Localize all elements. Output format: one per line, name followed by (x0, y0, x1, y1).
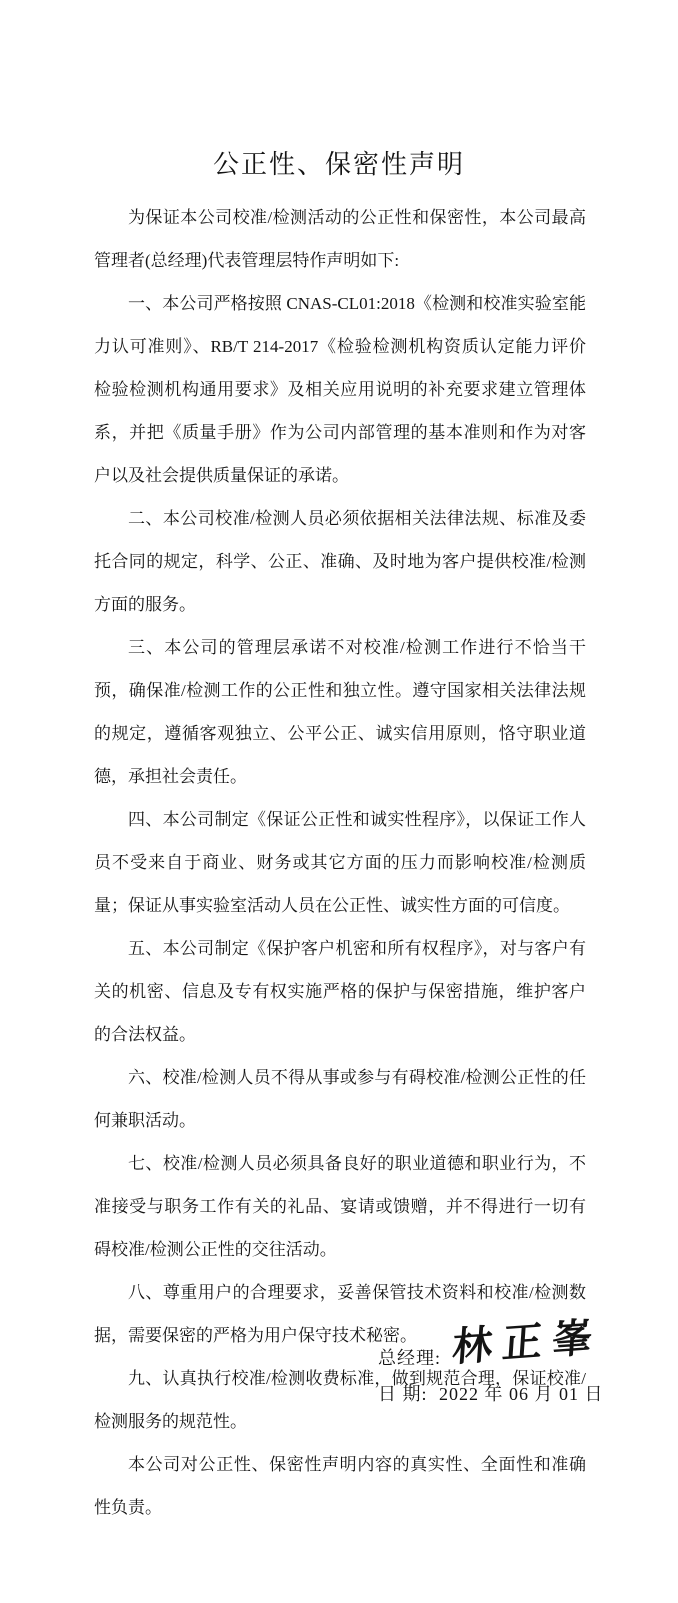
signature-row (378, 1314, 604, 1371)
date-label: 日 期: (378, 1384, 428, 1404)
paragraph-item-1: 一、本公司严格按照 CNAS-CL01:2018《检测和校准实验室能力认可准则》、RB/T 214-2017《检验检测机构资质认定能力评价 检验检测机构通用要求》及相关应用说明的补充要求建立管理体系，并把《质量手册》作为公司内部管理的基本准则和作为对客户以及社会提供质量保证的承诺。 (94, 294, 586, 485)
signatory-role-label: 总经理: (378, 1348, 442, 1368)
paragraph-item-7: 七、校准/检测人员必须具备良好的职业道德和职业行为，不准接受与职务工作有关的礼品、宴请或馈赠，并不得进行一切有碍校准/检测公正性的交往活动。 (94, 1154, 586, 1259)
paragraph-intro: 为保证本公司校准/检测活动的公正性和保密性，本公司最高管理者(总经理)代表管理层特作声明如下: (94, 208, 586, 270)
paragraph-item-2: 二、本公司校准/检测人员必须依据相关法律法规、标准及委托合同的规定，科学、公正、准确、及时地为客户提供校准/检测方面的服务。 (94, 509, 586, 614)
paragraph-item-6: 六、校准/检测人员不得从事或参与有碍校准/检测公正性的任何兼职活动。 (94, 1068, 586, 1130)
paragraph-item-3: 三、本公司的管理层承诺不对校准/检测工作进行不恰当干预，确保准/检测工作的公正性和独立性。遵守国家相关法律法规的规定，遵循客观独立、公平公正、诚实信用原则，恪守职业道德，承担社会责任。 (94, 638, 586, 786)
signature-block (378, 1314, 604, 1406)
document-title: 公正性、保密性声明 (212, 150, 465, 179)
date-line (378, 1382, 604, 1406)
paragraph-item-5: 五、本公司制定《保护客户机密和所有权程序》，对与客户有关的机密、信息及专有权实施严格的保护与保密措施，维护客户的合法权益。 (94, 939, 586, 1044)
paragraph-closing: 本公司对公正性、保密性声明内容的真实性、全面性和准确性负责。 (94, 1455, 586, 1517)
paragraph-item-4: 四、本公司制定《保证公正性和诚实性程序》，以保证工作人员不受来自于商业、财务或其它方面的压力而影响校准/检测质量；保证从事实验室活动人员在公正性、诚实性方面的可信度。 (94, 810, 586, 915)
handwritten-signature: 林正峯 (450, 1314, 604, 1371)
paragraph-item-8: 八、尊重用户的合理要求，妥善保管技术资料和校准/检测数据，需要保密的严格为用户保守技术秘密。 (94, 1283, 586, 1345)
date-value: 2022 年 06 月 01 日 (439, 1384, 604, 1404)
paragraph-item-9: 九、认真执行校准/检测收费标准，做到规范合理，保证校准/检测服务的规范性。 (94, 1369, 586, 1431)
